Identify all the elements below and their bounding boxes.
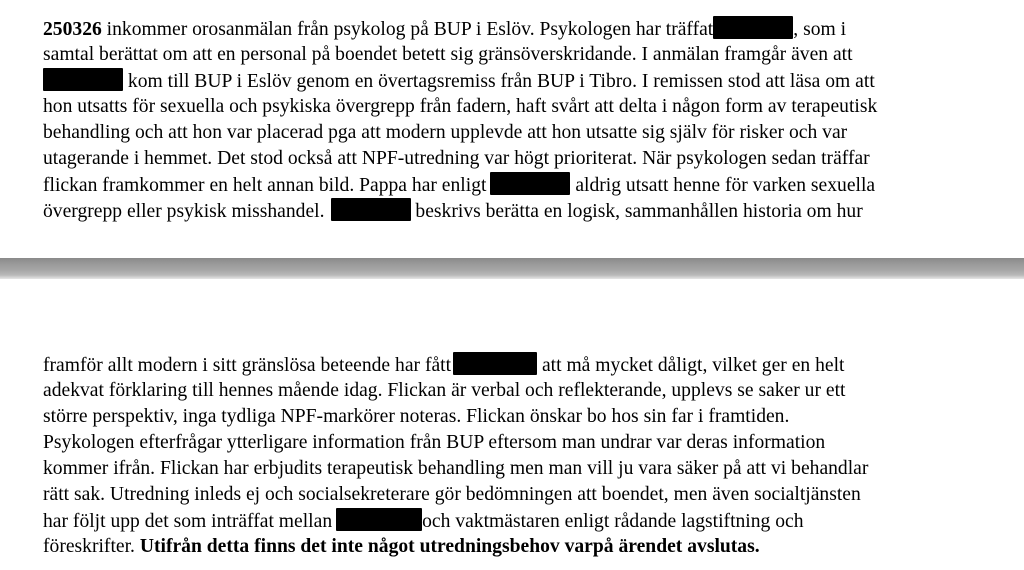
redaction-box (453, 352, 537, 375)
case-number: 250326 (43, 19, 102, 40)
redaction-box (43, 68, 123, 91)
text-line: Psykologen efterfrågar ytterligare information från BUP eftersom man undrar var deras information (43, 432, 826, 453)
text-line: rätt sak. Utredning inleds ej och socialsekreterare gör bedömningen att boendet, men även socialtjänsten (43, 484, 861, 505)
conclusion-statement: Utifrån detta finns det inte något utredningsbehov varpå ärendet avslutas. (139, 536, 760, 557)
page-break-divider (0, 258, 1024, 279)
text-line: har följt upp det som inträffat mellan och vaktmästaren enligt rådande lagstiftning och (43, 508, 804, 534)
text-line: framför allt modern i sitt gränslösa beteende har fått att må mycket dåligt, vilket ger en helt (43, 352, 844, 378)
text-line: övergrepp eller psykisk misshandel. beskrivs berätta en logisk, sammanhållen historia om hur (43, 198, 863, 224)
text-line: utagerande i hemmet. Det stod också att NPF-utredning var högt prioriterat. När psykologen sedan träffar (43, 148, 870, 169)
redaction-box (713, 16, 793, 39)
text-line: behandling och att hon var placerad pga att modern upplevde att hon utsatte sig själv för risker och var (43, 122, 848, 143)
text-line: 250326 inkommer orosanmälan från psykolog på BUP i Eslöv. Psykologen har träffat , som i (43, 16, 846, 42)
text-line: flickan framkommer en helt annan bild. Pappa har enligt aldrig utsatt henne för varken sexuella (43, 172, 875, 198)
text-line: större perspektiv, inga tydliga NPF-markörer noteras. Flickan önskar bo hos sin far i framtiden. (43, 406, 790, 427)
redaction-box (490, 172, 570, 195)
text-line: föreskrifter. Utifrån detta finns det inte något utredningsbehov varpå ärendet avslutas. (43, 536, 760, 557)
document-page-1 (0, 0, 1024, 258)
text-line: samtal berättat om att en personal på boendet betett sig gränsöverskridande. I anmälan framgår även att (43, 44, 853, 65)
redaction-box (336, 508, 422, 531)
document-page-2 (0, 279, 1024, 570)
text-line: hon utsatts för sexuella och psykiska övergrepp från fadern, haft svårt att delta i någon form av terapeutisk (43, 96, 878, 117)
redaction-box (331, 198, 411, 221)
text-line: kommer ifrån. Flickan har erbjudits terapeutisk behandling men man vill ju vara säker på att vi behandlar (43, 458, 869, 479)
text-line: adekvat förklaring till hennes mående idag. Flickan är verbal och reflekterande, upplevs se saker ur ett (43, 380, 846, 401)
text-line: kom till BUP i Eslöv genom en övertagsremiss från BUP i Tibro. I remissen stod att läsa om att (43, 68, 875, 94)
